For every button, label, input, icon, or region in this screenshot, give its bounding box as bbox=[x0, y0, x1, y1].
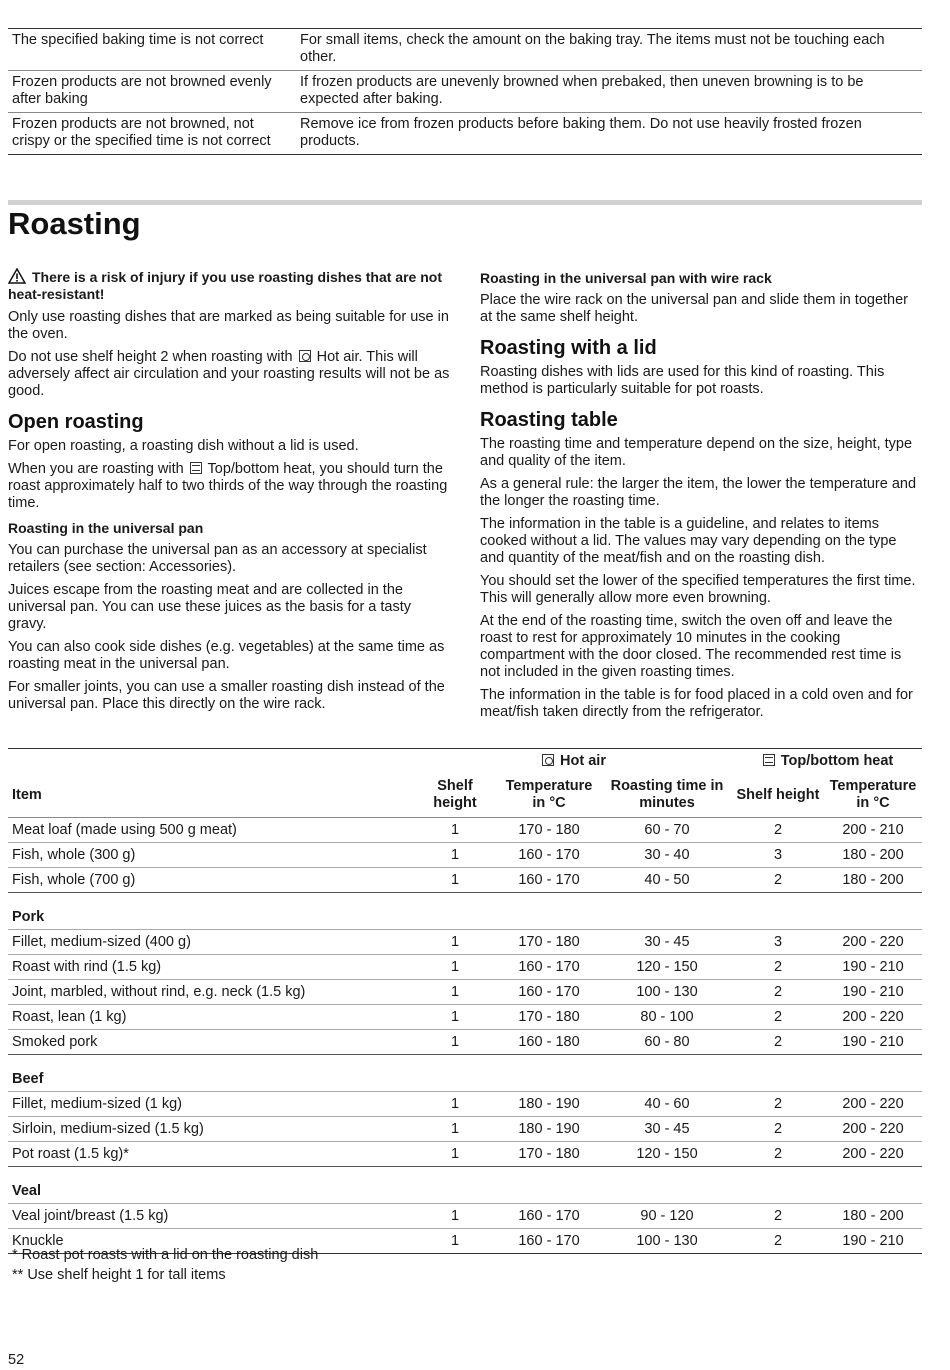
cell-temp2: 180 - 200 bbox=[824, 1204, 922, 1229]
table-row bbox=[8, 955, 922, 980]
cell-item: Pot roast (1.5 kg)* bbox=[8, 1142, 414, 1167]
wire-rack-text: Place the wire rack on the universal pan and slide them in together at the same shelf height. bbox=[480, 292, 908, 325]
cell-temp: 180 - 190 bbox=[496, 1117, 602, 1142]
cell-shelf2: 2 bbox=[732, 1117, 824, 1142]
col-temp: Temperature in °C bbox=[496, 773, 602, 818]
table-row bbox=[8, 1030, 922, 1055]
cell-temp: 160 - 170 bbox=[496, 1204, 602, 1229]
cell-item: Joint, marbled, without rind, e.g. neck (1.5 kg) bbox=[8, 980, 414, 1005]
warning-text-2b: Hot air. This will adversely affect air circulation and your roasting results will not be as good. bbox=[8, 349, 450, 399]
warning-text-1: Only use roasting dishes that are marked as being suitable for use in the oven. bbox=[8, 309, 449, 342]
category-label: Veal bbox=[8, 1167, 922, 1204]
category-row bbox=[8, 1167, 922, 1204]
cell-time: 120 - 150 bbox=[602, 955, 732, 980]
right-column bbox=[480, 262, 922, 727]
table-row bbox=[8, 980, 922, 1005]
cell-time: 120 - 150 bbox=[602, 1142, 732, 1167]
cell-item: Smoked pork bbox=[8, 1030, 414, 1055]
trouble-problem: Frozen products are not browned evenly after baking bbox=[8, 71, 296, 113]
column-header-row bbox=[8, 773, 922, 818]
cell-temp: 170 - 180 bbox=[496, 1005, 602, 1030]
wire-rack-heading: Roasting in the universal pan with wire rack bbox=[480, 270, 772, 286]
cell-shelf: 1 bbox=[414, 843, 496, 868]
roasting-table-text-2: As a general rule: the larger the item, the lower the temperature and the longer the roasting time. bbox=[480, 476, 917, 509]
warning-heading bbox=[8, 268, 450, 303]
cell-shelf: 1 bbox=[414, 1204, 496, 1229]
cell-temp: 160 - 170 bbox=[496, 868, 602, 893]
lid-heading: Roasting with a lid bbox=[480, 337, 657, 359]
trouble-problem: Frozen products are not browned, not crispy or the specified time is not correct bbox=[8, 113, 296, 155]
cell-temp2: 180 - 200 bbox=[824, 868, 922, 893]
cell-item: Knuckle bbox=[8, 1229, 414, 1254]
cell-time: 40 - 50 bbox=[602, 868, 732, 893]
cell-temp: 160 - 170 bbox=[496, 955, 602, 980]
cell-temp: 170 - 180 bbox=[496, 1142, 602, 1167]
roasting-table-text-1: The roasting time and temperature depend on the size, height, type and quality of the item. bbox=[480, 436, 913, 469]
cell-item: Roast, lean (1 kg) bbox=[8, 1005, 414, 1030]
table-row bbox=[8, 930, 922, 955]
section-rule bbox=[8, 200, 922, 205]
trouble-problem: The specified baking time is not correct bbox=[8, 29, 296, 71]
hot-air-icon bbox=[542, 754, 554, 766]
cell-time: 60 - 80 bbox=[602, 1030, 732, 1055]
category-label: Beef bbox=[8, 1055, 922, 1092]
table-row bbox=[8, 818, 922, 843]
trouble-solution: Remove ice from frozen products before baking them. Do not use heavily frosted frozen products. bbox=[296, 113, 922, 155]
col-shelf: Shelf height bbox=[414, 773, 496, 818]
cell-shelf2: 3 bbox=[732, 930, 824, 955]
open-roasting-text-2b: Top/bottom heat, you should turn the roast approximately half to two thirds of the way through the roasting time. bbox=[8, 461, 448, 511]
roasting-table-text-4: You should set the lower of the specified temperatures the first time. This will generally allow more even browning. bbox=[480, 573, 916, 606]
roasting-table-text-5: At the end of the roasting time, switch the oven off and leave the roast to rest for approximately 10 minutes in the cooking compartment with the door closed. The recommended rest time is not included in the given roasting times. bbox=[480, 613, 902, 680]
cell-shelf: 1 bbox=[414, 980, 496, 1005]
cell-shelf2: 2 bbox=[732, 1229, 824, 1254]
warning-icon bbox=[8, 268, 26, 284]
roasting-table-text-6: The information in the table is for food placed in a cold oven and for meat/fish taken directly from the refrigerator. bbox=[480, 687, 913, 720]
cell-temp2: 200 - 220 bbox=[824, 930, 922, 955]
cell-shelf2: 2 bbox=[773, 821, 783, 838]
cell-time: 30 - 45 bbox=[602, 1117, 732, 1142]
cell-shelf2: 2 bbox=[732, 1030, 824, 1055]
top-bottom-heat-icon bbox=[763, 754, 775, 766]
cell-temp2: 200 - 220 bbox=[824, 1117, 922, 1142]
hot-air-icon bbox=[299, 350, 311, 362]
roasting-table-text-3: The information in the table is a guideline, and relates to items cooked without a lid. The values may vary depending on the type and quantity of the meat/fish and on the roasting dish. bbox=[480, 516, 897, 566]
cell-shelf: 1 bbox=[414, 1142, 496, 1167]
cell-shelf: 1 bbox=[414, 1030, 496, 1055]
cell-shelf: 1 bbox=[450, 821, 460, 838]
hot-air-header bbox=[414, 749, 732, 774]
warning-title: There is a risk of injury if you use roasting dishes that are not heat-resistant! bbox=[8, 269, 442, 302]
cell-item: Sirloin, medium-sized (1.5 kg) bbox=[8, 1117, 414, 1142]
cell-shelf2: 3 bbox=[732, 843, 824, 868]
cell-shelf: 1 bbox=[414, 1005, 496, 1030]
roasting-table-heading: Roasting table bbox=[480, 409, 618, 431]
cell-item: Fillet, medium-sized (400 g) bbox=[8, 930, 414, 955]
cell-time: 40 - 60 bbox=[602, 1092, 732, 1117]
mode-header-row bbox=[8, 749, 922, 774]
cell-item: Fillet, medium-sized (1 kg) bbox=[8, 1092, 414, 1117]
cell-temp2: 200 - 220 bbox=[824, 1092, 922, 1117]
cell-temp2: 190 - 210 bbox=[824, 980, 922, 1005]
universal-pan-text-1: You can purchase the universal pan as an accessory at specialist retailers (see section: Accessories). bbox=[8, 542, 427, 575]
left-column bbox=[8, 268, 450, 719]
cell-temp2: 190 - 210 bbox=[824, 955, 922, 980]
hot-air-label: Hot air bbox=[560, 752, 606, 769]
cell-temp: 180 - 190 bbox=[496, 1092, 602, 1117]
page bbox=[8, 0, 922, 1370]
page-number: 52 bbox=[8, 1352, 25, 1368]
cell-item: Fish, whole (300 g) bbox=[8, 843, 414, 868]
cell-shelf: 1 bbox=[414, 1229, 496, 1254]
cell-shelf: 1 bbox=[414, 868, 496, 893]
cell-temp2: 180 - 200 bbox=[824, 843, 922, 868]
page-title: Roasting bbox=[8, 206, 141, 241]
cell-time: 80 - 100 bbox=[602, 1005, 732, 1030]
cell-temp: 160 - 170 bbox=[496, 980, 602, 1005]
cell-temp2: 190 - 210 bbox=[824, 1030, 922, 1055]
cell-time: 100 - 130 bbox=[602, 1229, 732, 1254]
col-item: Item bbox=[8, 773, 414, 818]
cell-shelf2: 2 bbox=[732, 1005, 824, 1030]
cell-shelf2: 2 bbox=[732, 868, 824, 893]
universal-pan-text-2: Juices escape from the roasting meat and are collected in the universal pan. You can use these juices as the basis for a tasty gravy. bbox=[8, 582, 412, 632]
cell-temp2: 200 - 220 bbox=[824, 1142, 922, 1167]
category-row bbox=[8, 893, 922, 930]
table-row bbox=[8, 1005, 922, 1030]
cell-shelf2: 2 bbox=[732, 1092, 824, 1117]
table-row bbox=[8, 1092, 922, 1117]
troubleshooting-table bbox=[8, 28, 922, 155]
cell-item: Fish, whole (700 g) bbox=[8, 868, 414, 893]
top-bottom-heat-icon bbox=[190, 462, 202, 474]
cell-time: 30 - 40 bbox=[602, 843, 732, 868]
cell-shelf2: 2 bbox=[732, 1204, 824, 1229]
cell-temp: 160 - 180 bbox=[496, 1030, 602, 1055]
cell-temp: 160 - 170 bbox=[496, 843, 602, 868]
col-shelf-2: Shelf height bbox=[732, 773, 824, 818]
cell-temp: 170 - 180 bbox=[518, 821, 580, 838]
cell-shelf2: 2 bbox=[732, 980, 824, 1005]
cell-item: Roast with rind (1.5 kg) bbox=[8, 955, 414, 980]
trouble-solution: If frozen products are unevenly browned when prebaked, then uneven browning is to be expected after baking. bbox=[296, 71, 922, 113]
open-roasting-text-2a: When you are roasting with bbox=[8, 461, 188, 477]
col-temp-2: Temperature in °C bbox=[824, 773, 922, 818]
open-roasting-heading: Open roasting bbox=[8, 411, 144, 433]
footnote-2: ** Use shelf height 1 for tall items bbox=[12, 1267, 226, 1283]
cell-shelf: 1 bbox=[414, 955, 496, 980]
trouble-row bbox=[8, 113, 922, 155]
open-roasting-text-2 bbox=[8, 461, 450, 512]
footnote-1: * Roast pot roasts with a lid on the roasting dish bbox=[12, 1247, 319, 1263]
cell-item: Meat loaf (made using 500 g meat) bbox=[12, 821, 237, 838]
cell-temp2: 200 - 210 bbox=[842, 821, 904, 838]
top-bottom-label: Top/bottom heat bbox=[780, 752, 894, 769]
cell-shelf: 1 bbox=[414, 1092, 496, 1117]
table-row bbox=[8, 1204, 922, 1229]
table-row bbox=[8, 1117, 922, 1142]
cell-time: 60 - 70 bbox=[644, 821, 690, 838]
category-label: Pork bbox=[8, 893, 922, 930]
open-roasting-text-1: For open roasting, a roasting dish without a lid is used. bbox=[8, 438, 359, 454]
cell-shelf2: 2 bbox=[732, 955, 824, 980]
col-time: Roasting time in minutes bbox=[602, 773, 732, 818]
warning-text-2 bbox=[8, 349, 450, 400]
universal-pan-heading: Roasting in the universal pan bbox=[8, 520, 204, 536]
cell-time: 30 - 45 bbox=[602, 930, 732, 955]
cell-shelf2: 2 bbox=[732, 1142, 824, 1167]
universal-pan-text-4: For smaller joints, you can use a smaller roasting dish instead of the universal pan. Place this directly on the wire rack. bbox=[8, 679, 445, 712]
cell-item: Veal joint/breast (1.5 kg) bbox=[8, 1204, 414, 1229]
cell-temp: 160 - 170 bbox=[496, 1229, 602, 1254]
cell-temp2: 190 - 210 bbox=[824, 1229, 922, 1254]
cell-time: 90 - 120 bbox=[602, 1204, 732, 1229]
table-row bbox=[8, 843, 922, 868]
cell-temp2: 200 - 220 bbox=[824, 1005, 922, 1030]
trouble-solution: For small items, check the amount on the baking tray. The items must not be touching each other. bbox=[296, 29, 922, 71]
cell-shelf: 1 bbox=[414, 1117, 496, 1142]
cell-temp: 170 - 180 bbox=[496, 930, 602, 955]
cell-time: 100 - 130 bbox=[602, 980, 732, 1005]
trouble-row bbox=[8, 71, 922, 113]
roasting-table bbox=[8, 748, 922, 1254]
table-row bbox=[8, 868, 922, 893]
lid-text: Roasting dishes with lids are used for this kind of roasting. This method is particularly suitable for pot roasts. bbox=[480, 364, 885, 397]
cell-shelf: 1 bbox=[414, 930, 496, 955]
category-row bbox=[8, 1055, 922, 1092]
table-row bbox=[8, 1142, 922, 1167]
universal-pan-text-3: You can also cook side dishes (e.g. vegetables) at the same time as roasting meat in the universal pan. bbox=[8, 639, 445, 672]
warning-text-2a: Do not use shelf height 2 when roasting with bbox=[8, 349, 297, 365]
top-bottom-header bbox=[732, 749, 922, 774]
trouble-row bbox=[8, 29, 922, 71]
